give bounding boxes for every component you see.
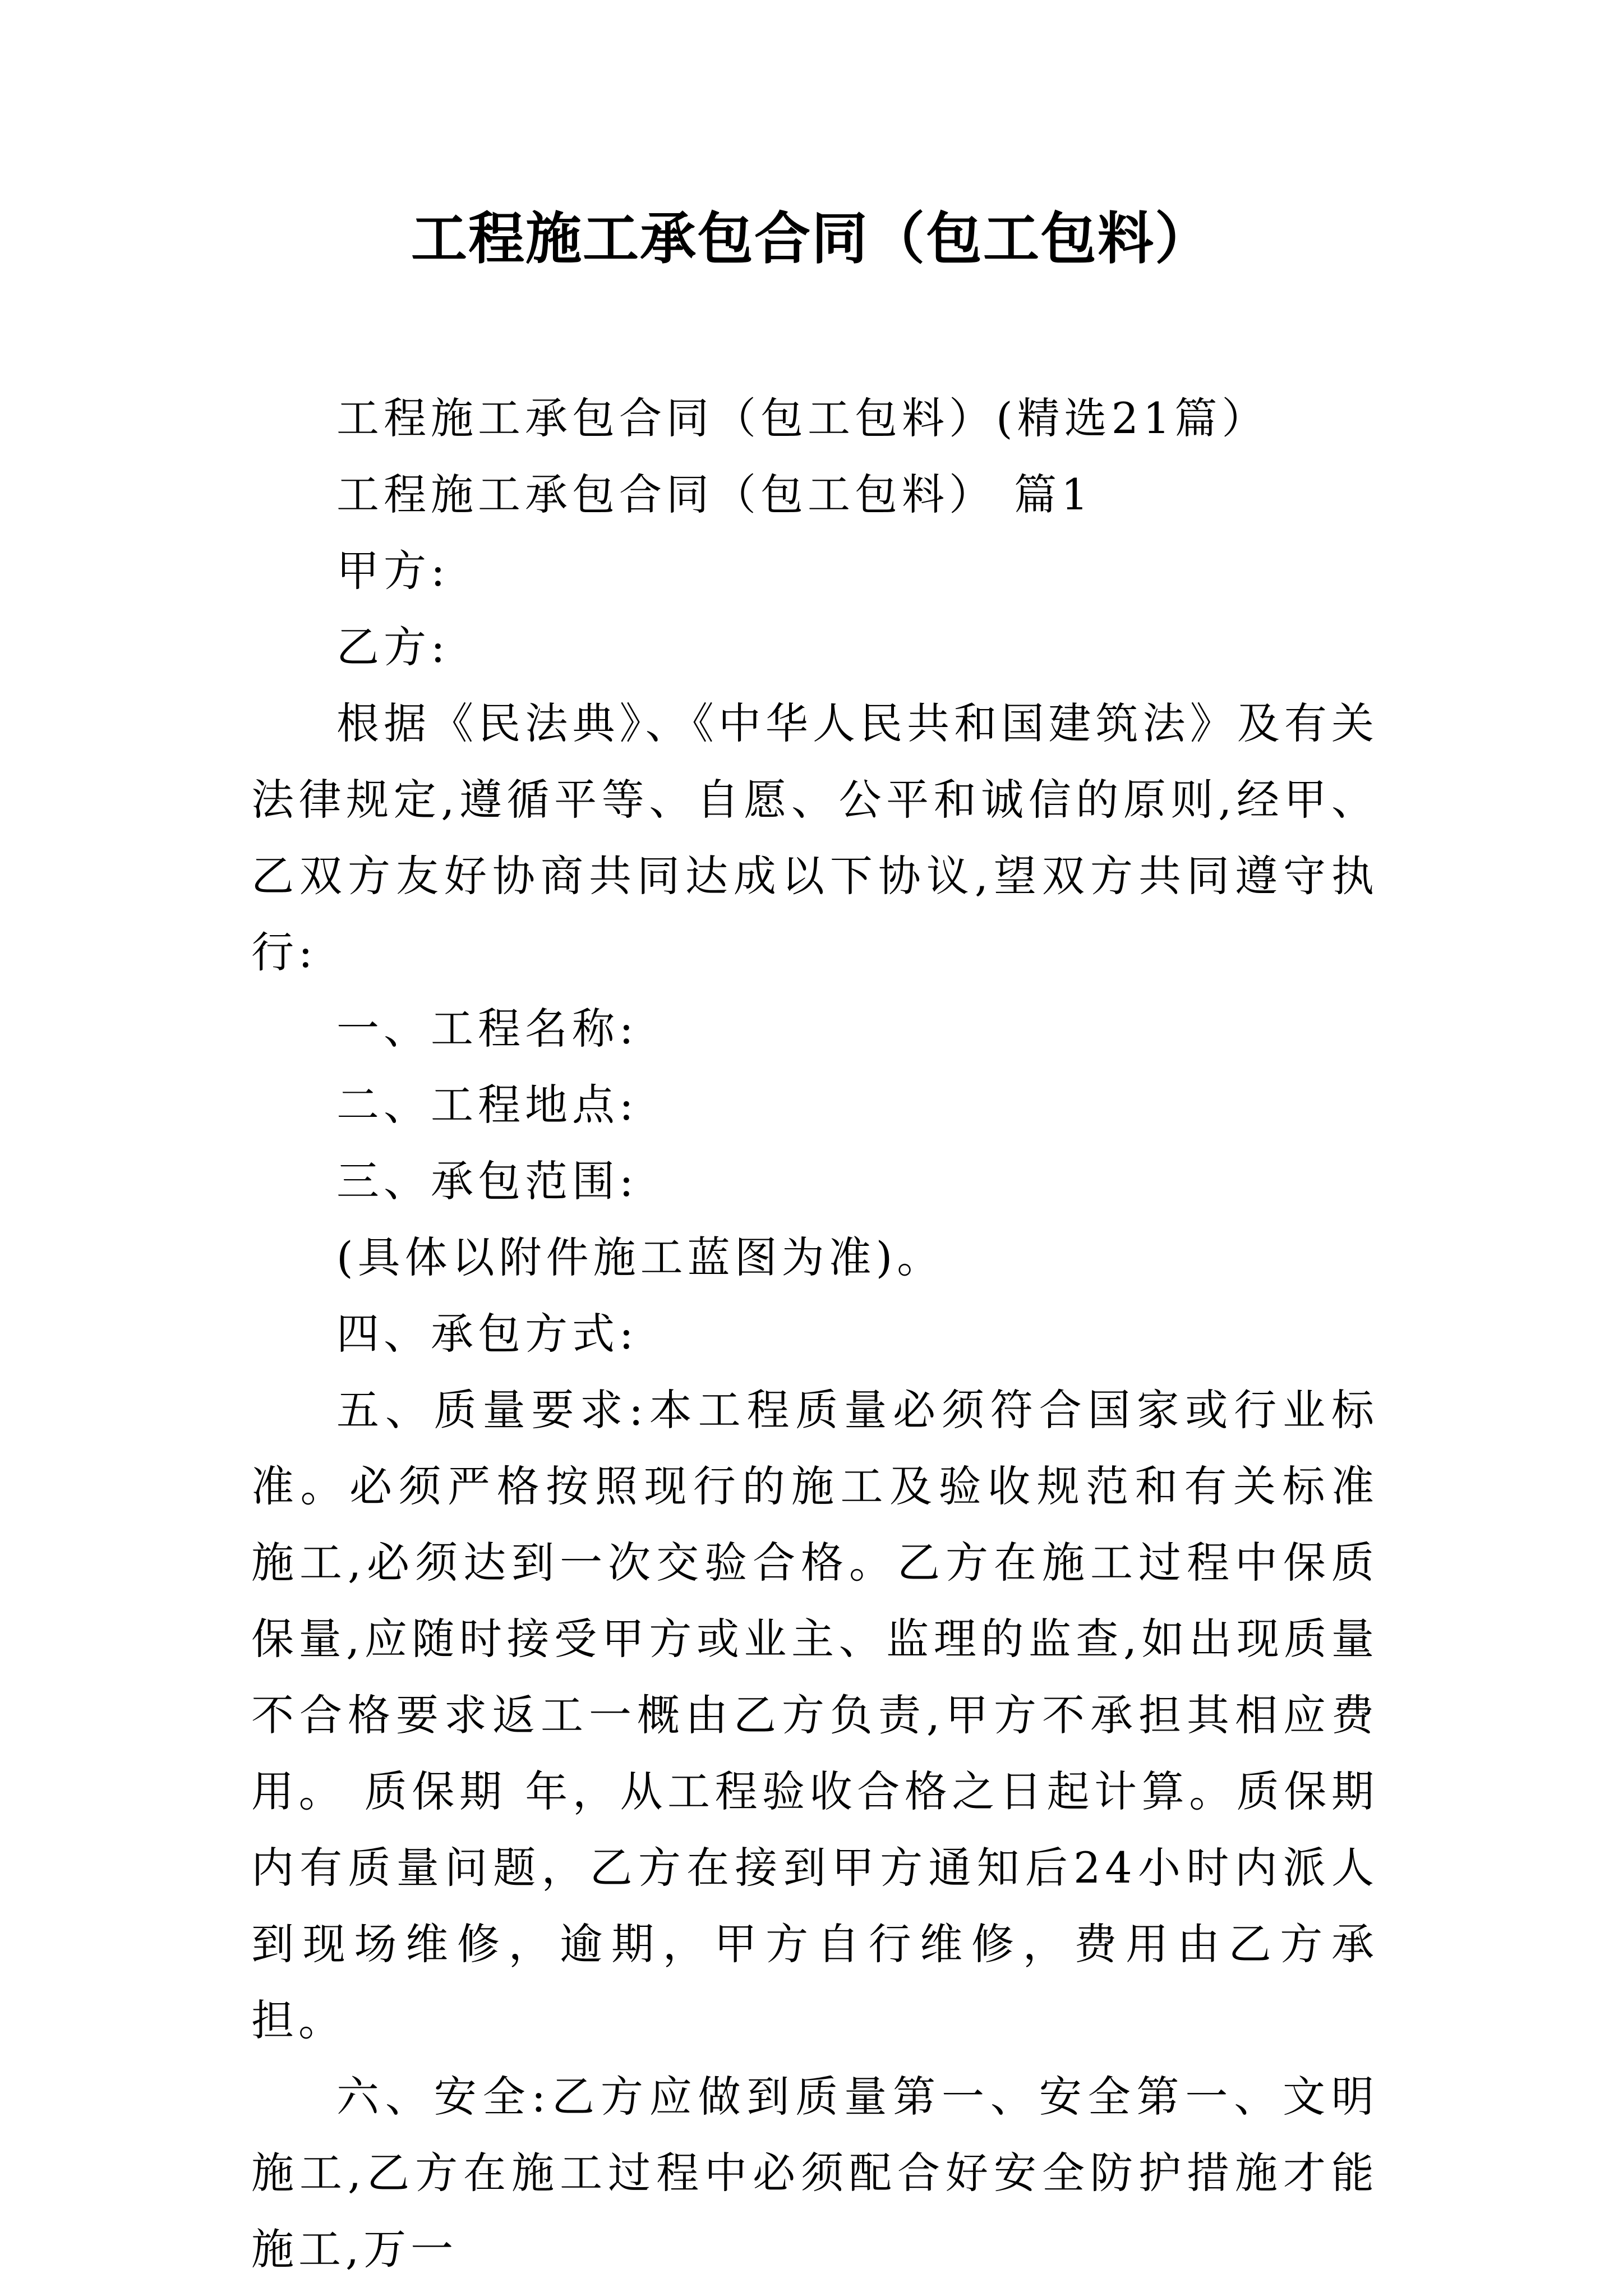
document-body — [251, 380, 1378, 2288]
paragraph-project-name: 一、工程名称: — [336, 1004, 638, 1053]
paragraph-quality-requirements: 五、质量要求:本工程质量必须符合国家或行业标准。必须严格按照现行的施工及验收规范和有关标准施工,必须达到一次交验合格。乙方在施工过程中保质保量,应随时接受甲方或业主、监理的监查,如出现质量不合格要求返工一概由乙方负责,甲方不承担其相应费用。 质保期 年，从工程验收合格之日起计算。质保期内有质量问题，乙方在接到甲方通知后24小时内派人到现场维修，逾期，甲方自行维修，费用由乙方承担。 — [251, 1385, 1378, 2045]
paragraph-party-a: 甲方: — [336, 546, 450, 596]
paragraph-contract-method: 四、承包方式: — [336, 1309, 638, 1359]
paragraph-scope-note: (具体以附件施工蓝图为准)。 — [336, 1232, 944, 1282]
paragraph-preamble: 根据《民法典》、《中华人民共和国建筑法》及有关法律规定,遵循平等、自愿、公平和诚信的原则,经甲、乙双方友好协商共同达成以下协议,望双方共同遵守执行: — [251, 698, 1378, 977]
paragraph-subtitle: 工程施工承包合同（包工包料）(精选21篇） — [336, 393, 1269, 443]
document-title: 工程施工承包合同（包工包料） — [411, 205, 1212, 272]
paragraph-contract-scope: 三、承包范围: — [336, 1156, 638, 1206]
paragraph-section-heading: 工程施工承包合同（包工包料） 篇1 — [336, 470, 1093, 519]
paragraph-party-b: 乙方: — [336, 622, 450, 672]
paragraph-project-location: 二、工程地点: — [336, 1080, 638, 1130]
paragraph-safety: 六、安全:乙方应做到质量第一、安全第一、文明施工,乙方在施工过程中必须配合好安全防护措施才能施工,万一 — [251, 2072, 1378, 2274]
